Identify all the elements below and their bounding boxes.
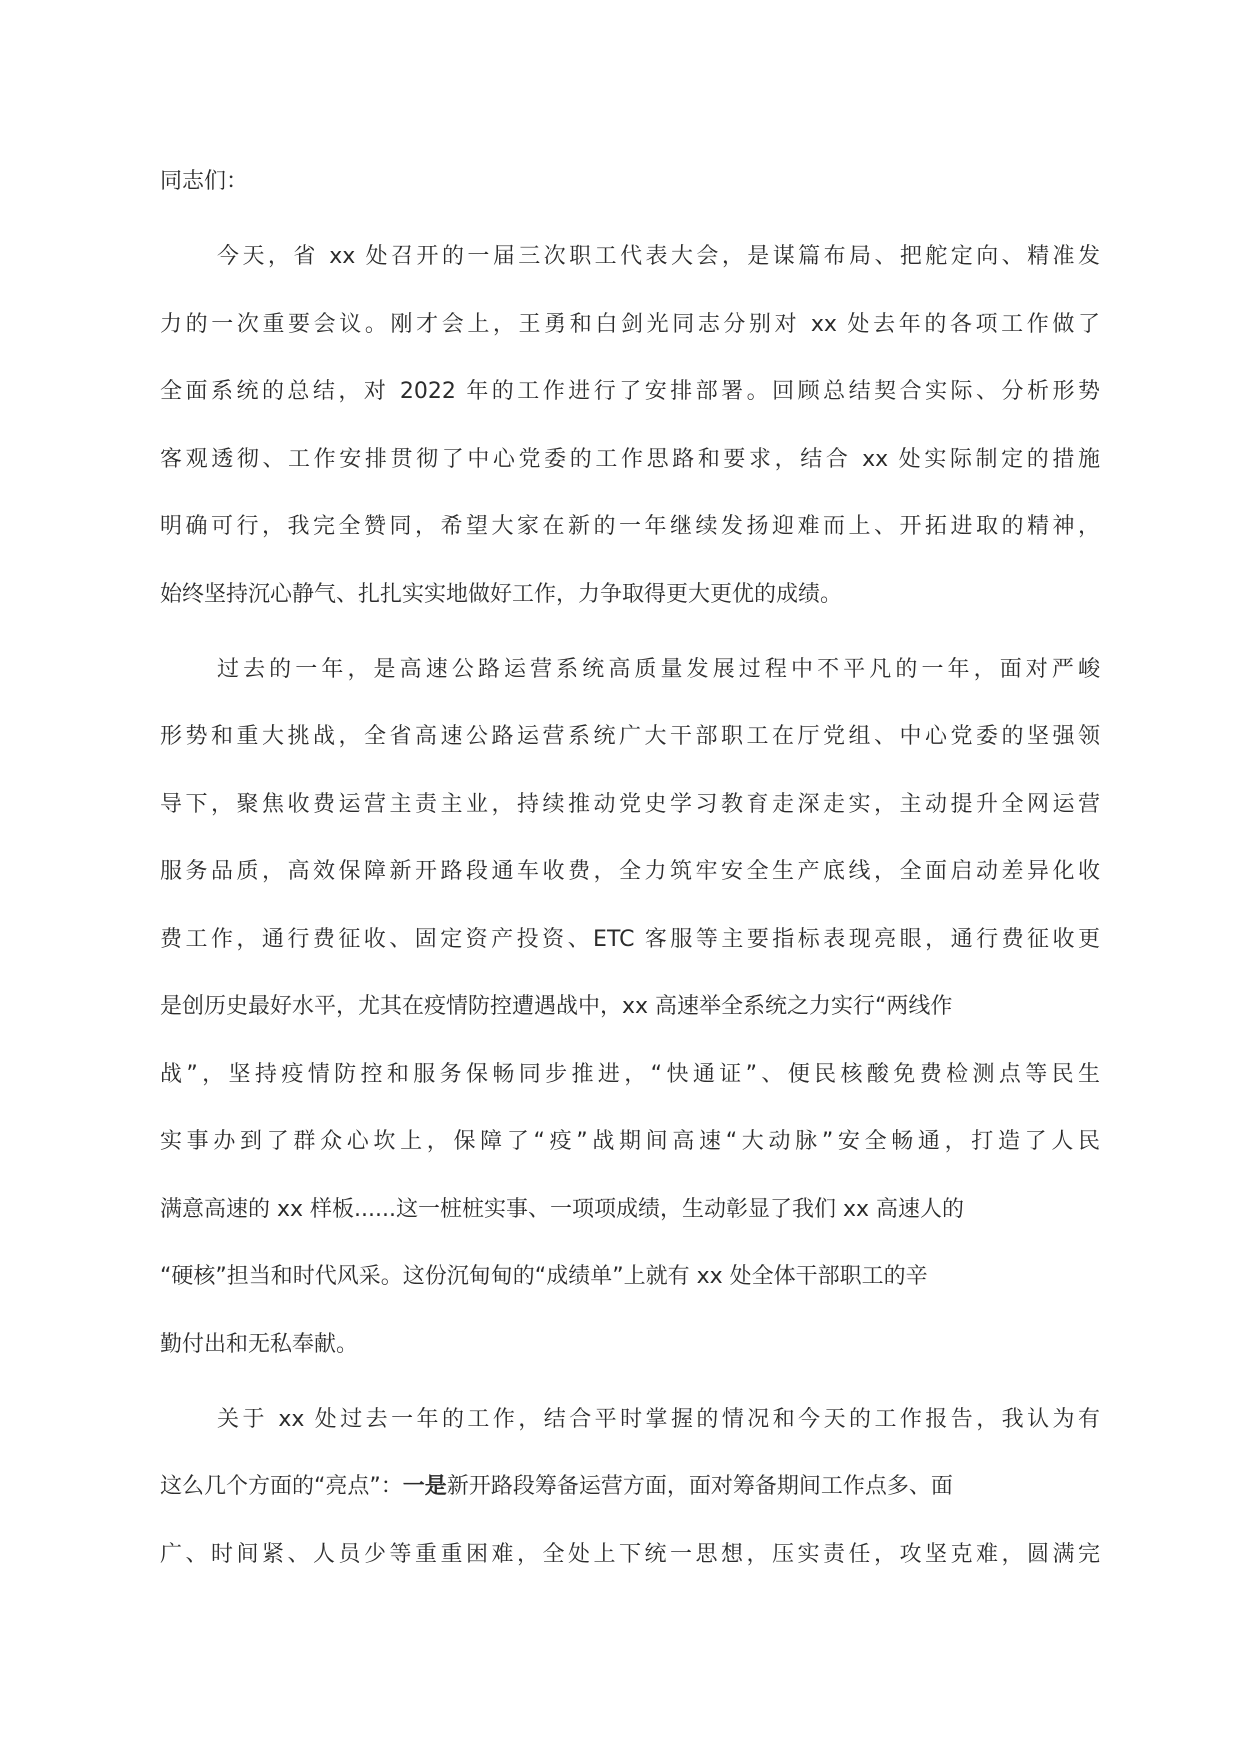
salutation: 同志们： — [160, 169, 249, 194]
document-body — [160, 170, 1100, 1610]
paragraph-2-line-9: 满意高速的 xx 样板......这一桩桩实事、一项项成绩，生动彰显了我们 xx 高速人的 — [160, 1196, 965, 1222]
paragraph-2-line-6: 是创历史最好水平，尤其在疫情防控遭遇战中，xx 高速举全系统之力实行“两线作 — [160, 994, 953, 1019]
paragraph-1-line-6: 始终坚持沉心静气、扎扎实实地做好工作，力争取得更大更优的成绩。 — [160, 581, 843, 607]
paragraph-1-line-4: 客观透彻、工作安排贯彻了中心党委的工作思路和要求，结合 xx 处实际制定的措施 — [160, 446, 1100, 472]
paragraph-1-line-2: 力的一次重要会议。刚才会上，王勇和白剑光同志分别对 xx 处去年的各项工作做了 — [160, 311, 1100, 337]
paragraph-2-line-1: 过去的一年，是高速公路运营系统高质量发展过程中不平凡的一年，面对严峻 — [217, 656, 1100, 682]
paragraph-3-line-2-start: 这么几个方面的“亮点”： — [160, 1474, 403, 1499]
paragraph-2-line-2: 形势和重大挑战，全省高速公路运营系统广大干部职工在厅党组、中心党委的坚强领 — [160, 724, 1100, 749]
paragraph-2-line-5: 费工作，通行费征收、固定资产投资、ETC 客服等主要指标表现亮眼，通行费征收更 — [160, 926, 1100, 952]
paragraph-2-line-8: 实事办到了群众心坎上，保障了“疫”战期间高速“大动脉”安全畅通，打造了人民 — [160, 1129, 1100, 1154]
paragraph-2-line-11: 勤付出和无私奉献。 — [160, 1331, 359, 1357]
paragraph-2-line-10: “硬核”担当和时代风采。这份沉甸甸的“成绩单”上就有 xx 处全体干部职工的辛 — [160, 1264, 928, 1289]
paragraph-2-line-7: 战”，坚持疫情防控和服务保畅同步推进，“快通证”、便民核酸免费检测点等民生 — [160, 1061, 1100, 1087]
paragraph-2-line-3: 导下，聚焦收费运营主责主业，持续推动党史学习教育走深走实，主动提升全网运营 — [160, 791, 1100, 817]
emphasis-first-point: 一是 — [402, 1474, 447, 1499]
paragraph-1-line-1: 今天，省 xx 处召开的一届三次职工代表大会，是谋篇布局、把舵定向、精准发 — [217, 244, 1100, 269]
paragraph-3-line-2-end: 新开路段筹备运营方面，面对筹备期间工作点多、面 — [446, 1474, 953, 1499]
paragraph-3-line-3: 广、时间紧、人员少等重重困难，全处上下统一思想，压实责任，攻坚克难，圆满完 — [160, 1541, 1100, 1567]
paragraph-1-line-5: 明确可行，我完全赞同，希望大家在新的一年继续发扬迎难而上、开拓进取的精神， — [160, 514, 1100, 539]
paragraph-3-line-2 — [160, 1475, 1100, 1499]
paragraph-1-line-3: 全面系统的总结，对 2022 年的工作进行了安排部署。回顾总结契合实际、分析形势 — [160, 379, 1100, 404]
paragraph-2-line-4: 服务品质，高效保障新开路段通车收费，全力筑牢安全生产底线，全面启动差异化收 — [160, 859, 1100, 884]
paragraph-3-line-1: 关于 xx 处过去一年的工作，结合平时掌握的情况和今天的工作报告，我认为有 — [217, 1406, 1100, 1432]
